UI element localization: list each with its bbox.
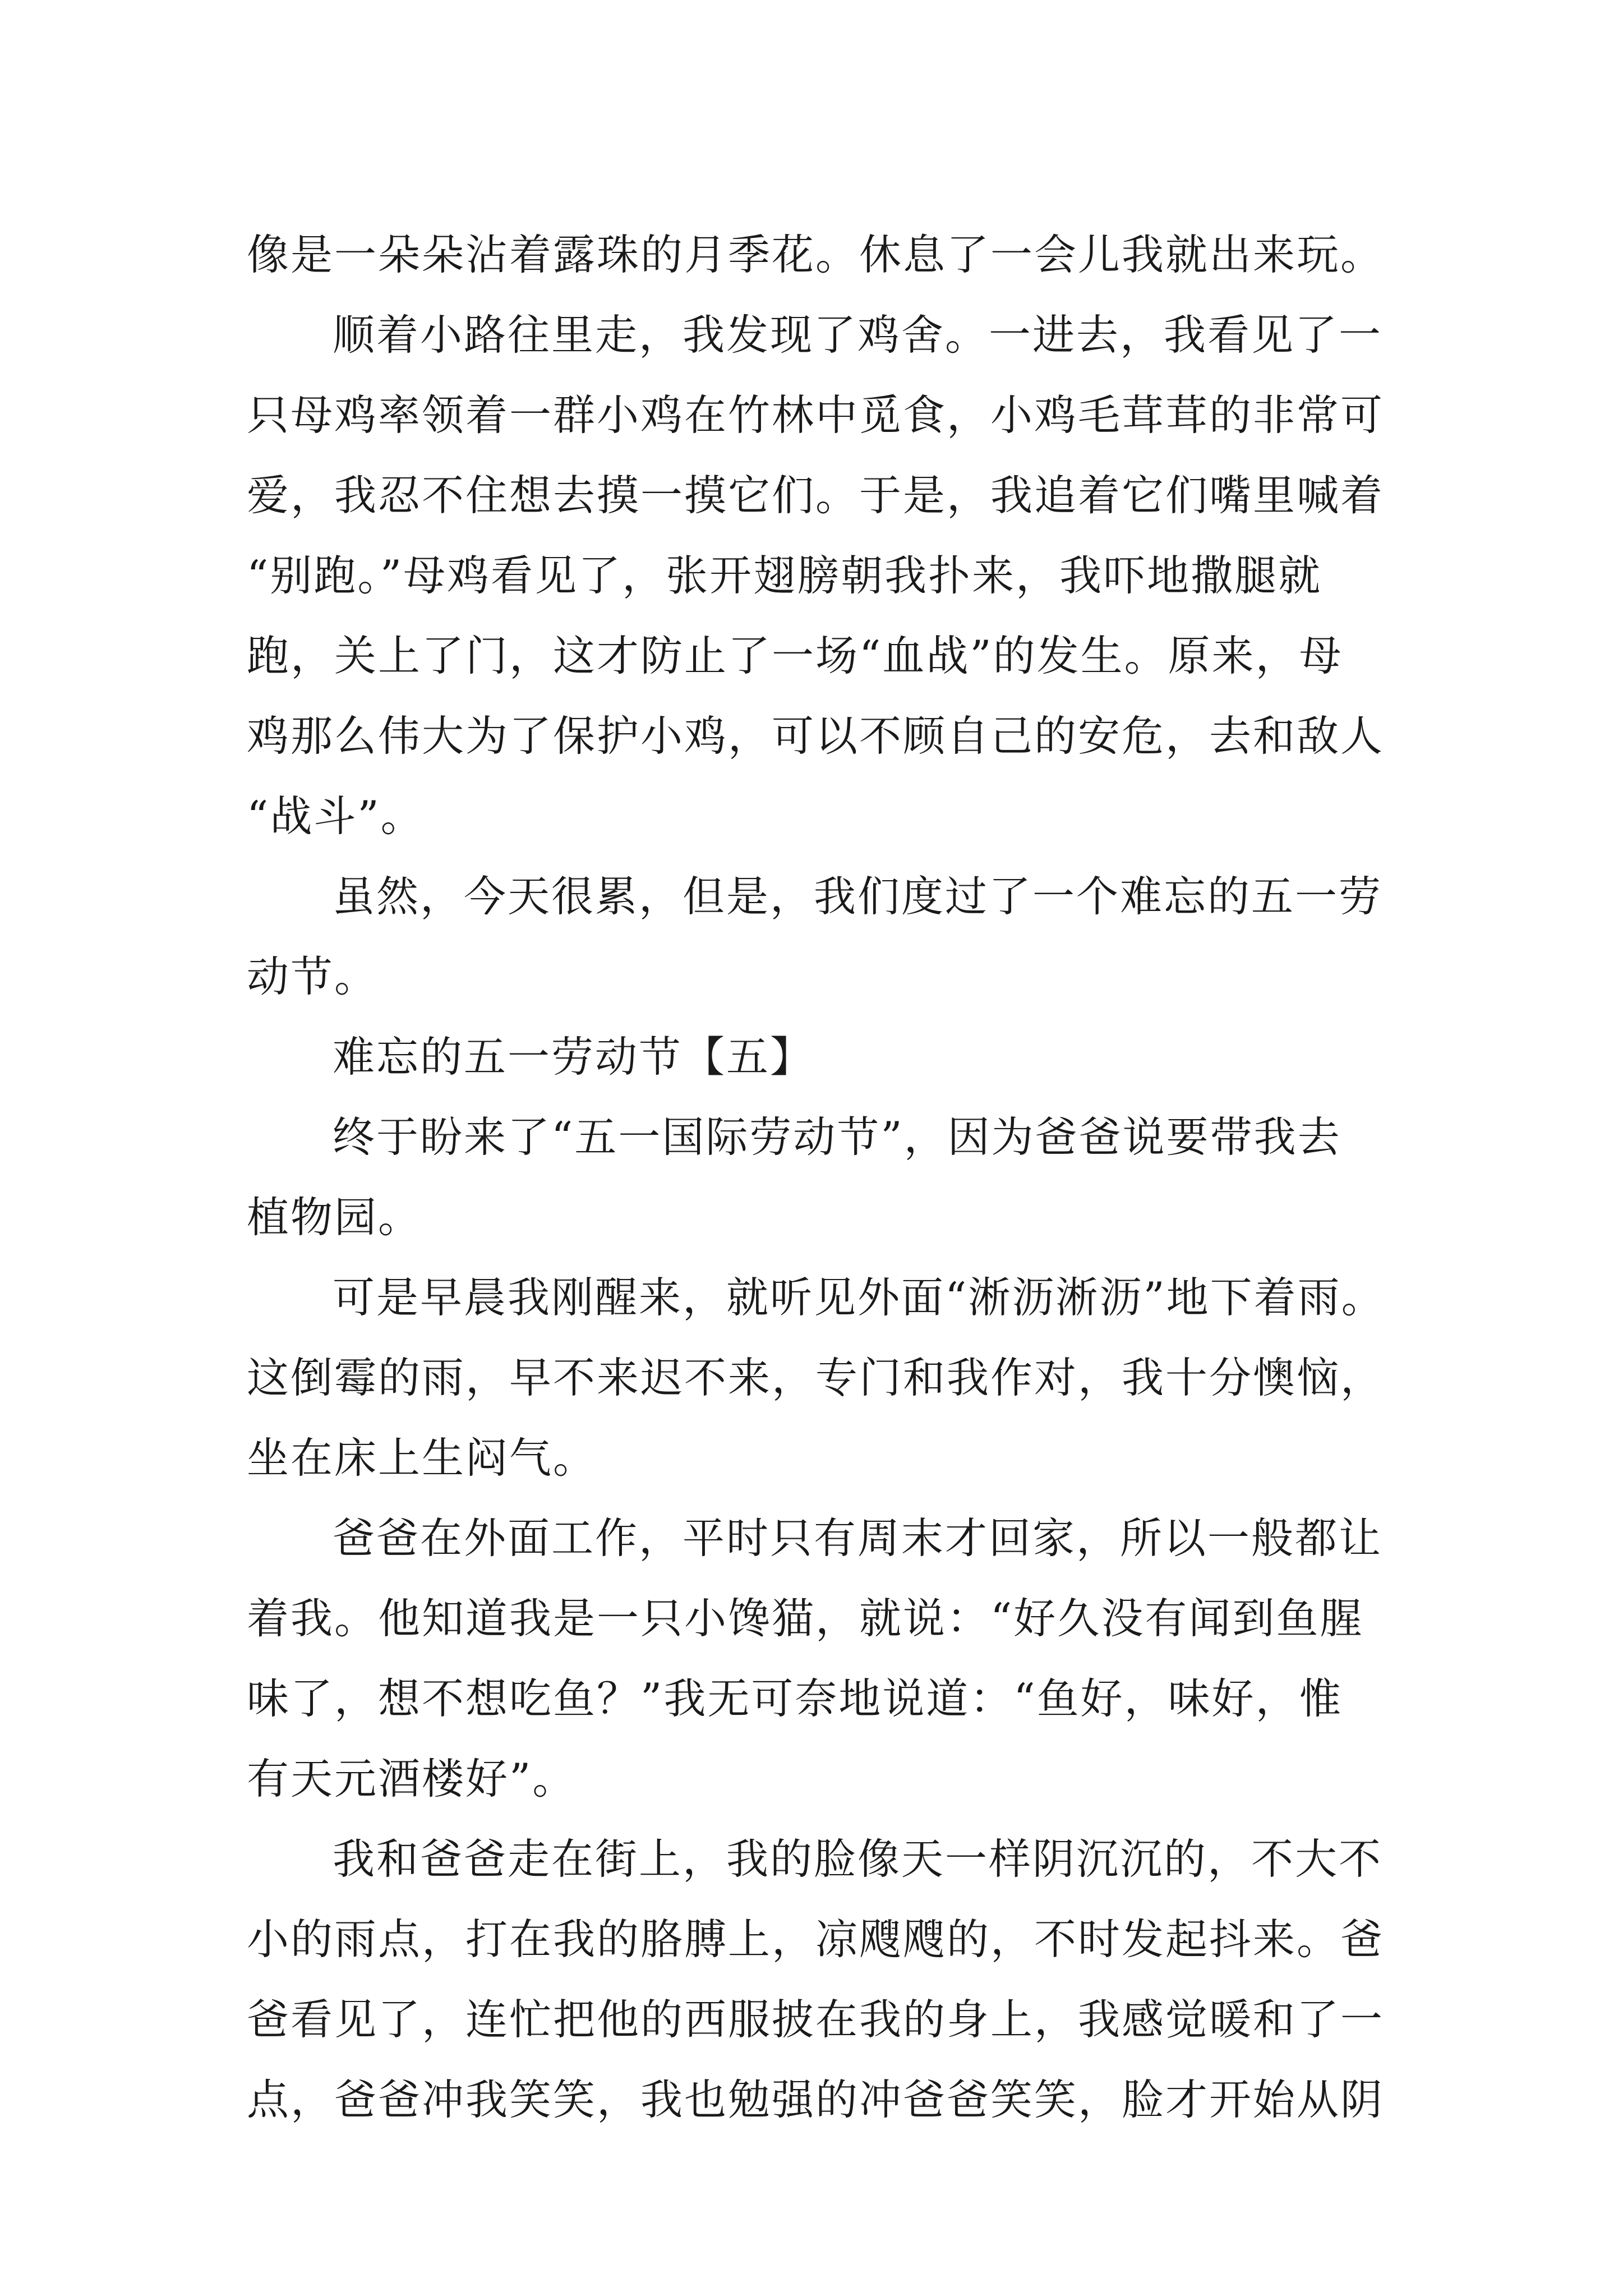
text-line: “别跑。”母鸡看见了，张开翅膀朝我扑来，我吓地撒腿就 [247, 551, 1322, 600]
text-line: 这倒霉的雨，早不来迟不来，专门和我作对，我十分懊恼， [247, 1353, 1385, 1402]
text-line: 爸看见了，连忙把他的西服披在我的身上，我感觉暖和了一 [247, 1995, 1385, 2044]
text-line: 有天元酒楼好”。 [247, 1754, 577, 1803]
text-line: 爸爸在外面工作，平时只有周末才回家，所以一般都让 [333, 1513, 1383, 1563]
text-line: 我和爸爸走在街上，我的脸像天一样阴沉沉的，不大不 [333, 1834, 1383, 1884]
section-heading: 难忘的五一劳动节【五】 [333, 1032, 814, 1082]
text-line: “战斗”。 [247, 792, 425, 841]
text-line: 动节。 [247, 952, 379, 1001]
text-line: 虽然，今天很累，但是，我们度过了一个难忘的五一劳 [333, 872, 1383, 921]
text-line: 顺着小路往里走，我发现了鸡舍。一进去，我看见了一 [333, 310, 1383, 360]
text-line: 终于盼来了“五一国际劳动节”，因为爸爸说要带我去 [333, 1112, 1341, 1162]
text-line: 坐在床上生闷气。 [247, 1433, 597, 1483]
text-line: 可是早晨我刚醒来，就听见外面“淅沥淅沥”地下着雨。 [333, 1273, 1385, 1322]
text-line: 小的雨点，打在我的胳膊上，凉飕飕的，不时发起抖来。爸 [247, 1915, 1385, 1964]
text-line: 爱，我忍不住想去摸一摸它们。于是，我追着它们嘴里喊着 [247, 471, 1385, 520]
text-line: 像是一朵朵沾着露珠的月季花。休息了一会儿我就出来玩。 [247, 230, 1385, 279]
text-line: 鸡那么伟大为了保护小鸡，可以不顾自己的安危，去和敌人 [247, 711, 1385, 761]
text-line: 只母鸡率领着一群小鸡在竹林中觅食，小鸡毛茸茸的非常可 [247, 390, 1385, 440]
document-body [247, 215, 1391, 2140]
text-line: 植物园。 [247, 1193, 422, 1242]
text-line: 味了，想不想吃鱼？”我无可奈地说道：“鱼好，味好，惟 [247, 1674, 1343, 1723]
text-line: 着我。他知道我是一只小馋猫，就说：“好久没有闻到鱼腥 [247, 1594, 1364, 1643]
text-line: 跑，关上了门，这才防止了一场“血战”的发生。原来，母 [247, 631, 1343, 680]
text-line: 点，爸爸冲我笑笑，我也勉强的冲爸爸笑笑，脸才开始从阴 [247, 2075, 1385, 2124]
